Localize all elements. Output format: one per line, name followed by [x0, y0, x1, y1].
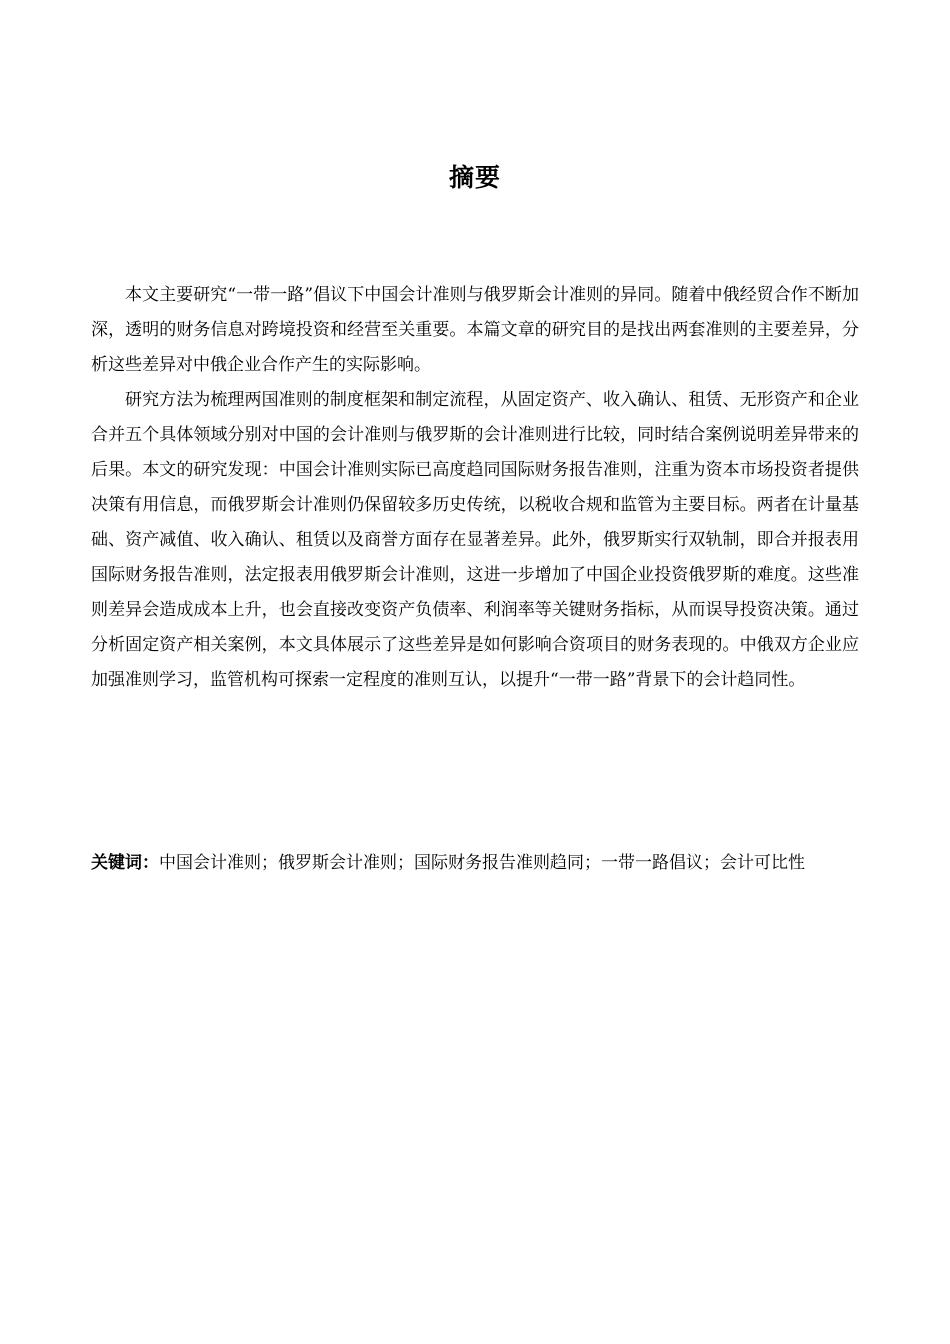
abstract-paragraph-1: 本文主要研究“一带一路”倡议下中国会计准则与俄罗斯会计准则的异同。随着中俄经贸合作不断加深，透明的财务信息对跨境投资和经营至关重要。本篇文章的研究目的是找出两套准则的主要差异，分析这些差异对中俄企业合作产生的实际影响。 [91, 285, 859, 375]
abstract-paragraph-2: 研究方法为梳理两国准则的制度框架和制定流程，从固定资产、收入确认、租赁、无形资产和企业合并五个具体领域分别对中国的会计准则与俄罗斯的会计准则进行比较，同时结合案例说明差异带来的后果。本文的研究发现：中国会计准则实际已高度趋同国际财务报告准则，注重为资本市场投资者提供决策有用信息，而俄罗斯会计准则仍保留较多历史传统，以税收合规和监管为主要目标。两者在计量基础、资产减值、收入确认、租赁以及商誉方面存在显著差异。此外，俄罗斯实行双轨制，即合并报表用国际财务报告准则，法定报表用俄罗斯会计准则，这进一步增加了中国企业投资俄罗斯的难度。这些准则差异会造成成本上升，也会直接改变资产负债率、利润率等关键财务指标，从而误导投资决策。通过分析固定资产相关案例，本文具体展示了这些差异是如何影响合资项目的财务表现的。中俄双方企业应加强准则学习，监管机构可探索一定程度的准则互认，以提升“一带一路”背景下的会计趋同性。 [91, 390, 859, 690]
page-title: 摘要 [448, 163, 501, 192]
keywords-text: 中国会计准则；俄罗斯会计准则；国际财务报告准则趋同；一带一路倡议；会计可比性 [159, 853, 805, 873]
keywords-line [91, 846, 859, 881]
keywords-label: 关键词： [91, 853, 159, 873]
abstract-body [91, 278, 859, 698]
